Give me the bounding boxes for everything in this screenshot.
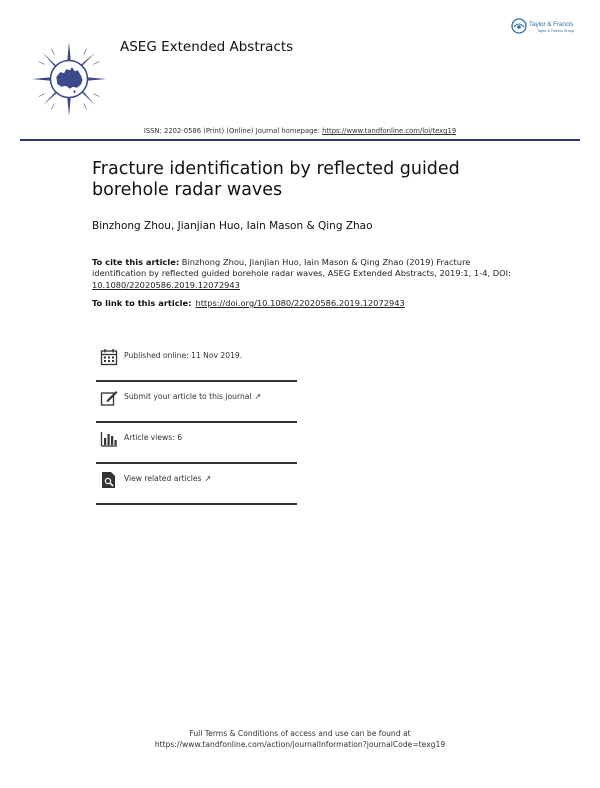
published-online-row: [96, 341, 296, 381]
external-link-icon: ↗: [254, 392, 262, 401]
header-divider: [20, 139, 580, 141]
publisher-logo-text: Taylor & Francis: [529, 21, 574, 28]
footer-terms-link[interactable]: https://www.tandfonline.com/action/journalInformation?journalCode=texg19: [154, 740, 446, 749]
footer-terms-text: Full Terms & Conditions of access and use can be found at: [189, 729, 411, 738]
calendar-icon: [100, 348, 118, 366]
journal-title[interactable]: ASEG Extended Abstracts: [120, 39, 294, 55]
journal-homepage-link[interactable]: https://www.tandfonline.com/loi/texg19: [322, 127, 457, 135]
issn-text: ISSN: 2202-0586 (Print) (Online) Journal homepage:: [143, 127, 323, 135]
external-link-icon: ↗: [204, 474, 212, 483]
published-online-label: Published online: 11 Nov 2019.: [124, 351, 243, 360]
aseg-logo-icon: [30, 40, 108, 118]
footer: [0, 728, 600, 750]
issn-line: [0, 127, 600, 135]
publisher-logo-icon: [510, 15, 588, 41]
submit-article-link[interactable]: Submit your article to this journal ↗: [124, 392, 262, 401]
article-authors: Binzhong Zhou, Jianjian Huo, Iain Mason & Qing Zhao: [92, 220, 373, 232]
row-divider: [96, 503, 297, 505]
related-articles-link[interactable]: View related articles ↗: [124, 474, 212, 483]
submit-article-row[interactable]: [96, 382, 296, 422]
edit-icon: [100, 389, 118, 407]
article-link-block: [92, 298, 405, 308]
citation-label: To cite this article:: [92, 257, 180, 267]
citation-block: [92, 257, 512, 291]
article-url-link[interactable]: https://doi.org/10.1080/22020586.2019.12072943: [195, 298, 405, 308]
search-document-icon: [100, 471, 118, 489]
article-views-row: [96, 423, 296, 463]
citation-text: Binzhong Zhou, Jianjian Huo, Iain Mason & Qing Zhao (2019) Fracture identification by reflected guided borehole radar waves, ASEG Extended Abstracts, 2019:1, 1-4, DOI:: [92, 257, 511, 279]
related-articles-row[interactable]: [96, 464, 296, 504]
doi-link[interactable]: 10.1080/22020586.2019.12072943: [92, 279, 240, 290]
link-label: To link to this article:: [92, 298, 192, 308]
publisher-logo-subtext: Taylor & Francis Group: [537, 29, 574, 33]
article-views-label: Article views: 6: [124, 433, 183, 442]
bar-chart-icon: [100, 430, 118, 448]
article-title: Fracture identification by reflected guided borehole radar waves: [92, 159, 460, 200]
